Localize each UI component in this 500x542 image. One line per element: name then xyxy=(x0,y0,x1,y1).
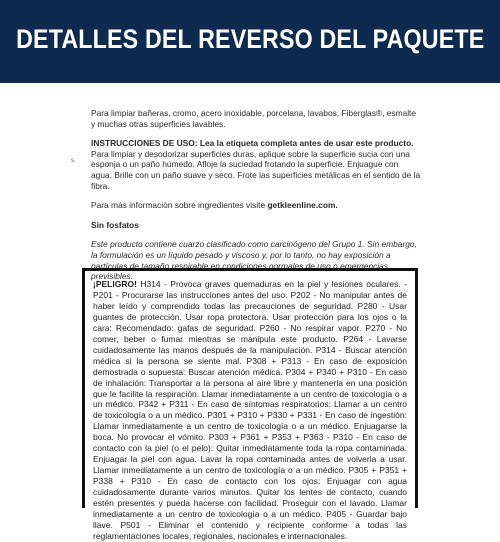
label-text-section xyxy=(91,108,421,291)
usage-paragraph: Para limpiar bañeras, cromo, acero inoxidable, porcelana, lavabos, Fiberglas®, esmalte y muchas otras superficies lavables. xyxy=(91,108,417,129)
side-mark: s. xyxy=(71,158,76,164)
page-title: DETALLES DEL REVERSO DEL PAQUETE xyxy=(15,24,485,54)
instructions-paragraph xyxy=(91,138,421,191)
phosphate-heading: Sin fosfatos xyxy=(91,219,139,230)
more-info-url: getkleenline.com. xyxy=(267,200,338,211)
danger-warning-text: H314 - Provoca graves quemaduras en la piel y lesiones oculares. - P201 - Procurarse las instrucciones antes del uso. P202 - No manipular antes de haber leído y comprendido todas las precauciones de seguridad. P280 - Usar guantes de protección. Usar ropa protectora. Usar protección para los ojos o la cara: Recomendado: gafas de seguridad. P260 - No respirar vapor. P270 - No comer, beber o fumar mientras se manipula este producto. P264 - Lavarse cuidadosamente las manos después de la manipulación. P314 - Buscar atención médica si la persona se siente mal. P308 + P313 - En caso de exposición demostrada o supuesta: Buscar atención médica. P304 + P340 + P310 - En caso de inhalación: Transportar a la persona al aire libre y mantenerla en una posición que le facilite la respiración. Llamar inmediatamente a un centro de toxicología o a un médico. P342 + P311 - En caso de síntomas respiratorios: Llamar a un centro de toxicología o a un médico. P301 + P310 + P330 + P331 - En caso de ingestión: Llamar inmediatamente a un centro de toxicología o a un médico. Enjuagarse la boca. No provocar el vómito. P303 + P361 + P353 + P363 - P310 - En caso de contacto con la piel (o el pelo): Quitar inmediatamente toda la ropa contaminada. Enjuagar la piel con agua. Lavar la ropa contaminada antes de volverla a usar. Llamar inmediatamente a un centro de toxicología o a un médico. P305 + P351 + P338 + P310 - En caso de contacto con los ojos: Enjuagar con agua cuidadosamente durante varios minutos. Quitar los lentes de contacto, cuando estén presentes y pueda hacerse con facilidad. Proseguir con el lavado. Llamar inmediatamente a un centro de toxicología o a un médico. P405 - Guardar bajo llave. P501 - Eliminar el contenido y recipiente conforme a todas las reglamentaciones locales, regionales, nacionales e internacionales. xyxy=(93,279,407,541)
carcinogen-notice: Este producto contiene cuarzo clasificado como carcinógeno del Grupo 1. Sin embargo, la formulación es un líquido pesado y viscoso y, por lo tanto, no hay exposición a partículas de tamaño respirable en condiciones normales de uso o emergencias previsibles. xyxy=(91,239,417,282)
more-info-prefix: Para más información sobre ingredientes visite xyxy=(91,200,268,211)
instructions-body: Para limpiar y desodorizar superficies duras, aplique sobre la superficie sucia con una esponja o un paño húmedo. Afloje la suciedad frotando la superficie. Enjuague con agua. Brille con un paño suave y seco. Frote las superficies metálicas en el sentido de la fibra. xyxy=(91,148,421,191)
danger-warning-box xyxy=(82,268,418,541)
page-header xyxy=(0,0,500,83)
more-info-paragraph xyxy=(91,200,421,211)
danger-signal-word: ¡PELIGRO! xyxy=(93,279,137,289)
instructions-heading: INSTRUCCIONES DE USO: Lea la etiqueta completa antes de usar este producto. xyxy=(91,138,414,149)
